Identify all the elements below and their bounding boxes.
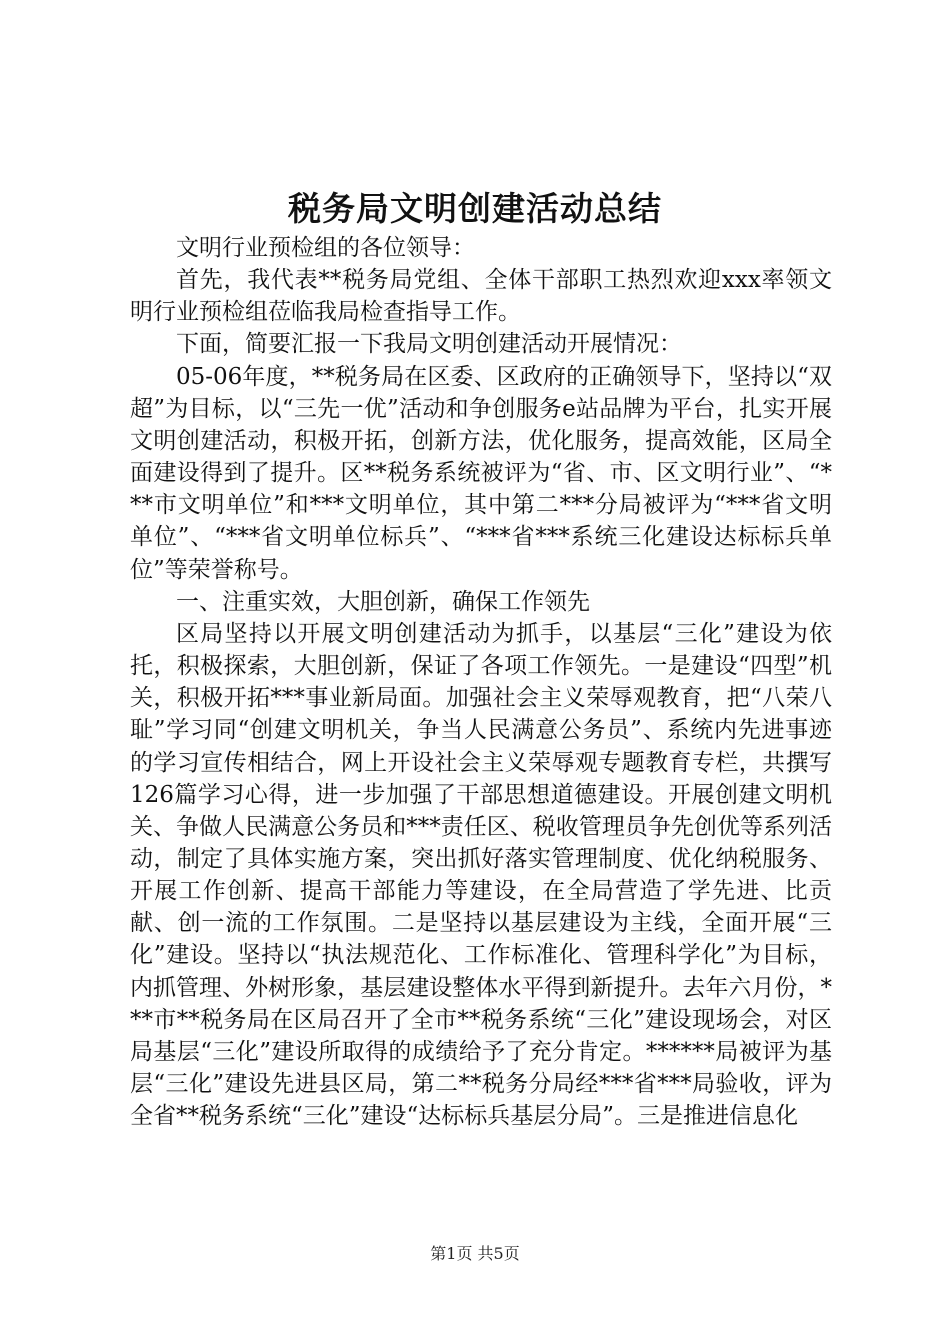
- document-title: 税务局文明创建活动总结: [288, 189, 662, 228]
- section-body-paragraph: 区局坚持以开展文明创建活动为抓手，以基层“三化”建设为依托，积极探索，大胆创新，保证了各项工作领先。一是建设“四型”机关，积极开拓***事业新局面。加强社会主义荣辱观教育，把“八荣八耻”学习同“创建文明机关，争当人民满意公务员”、系统内先进事迹的学习宣传相结合，网上开设社会主义荣辱观专题教育专栏，共撰写126篇学习心得，进一步加强了干部思想道德建设。开展创建文明机关、争做人民满意公务员和***责任区、税收管理员争先创优等系列活动，制定了具体实施方案，突出抓好落实管理制度、优化纳税服务、开展工作创新、提高干部能力等建设，在全局营造了学先进、比贡献、创一流的工作氛围。二是坚持以基层建设为主线，全面开展“三化”建设。坚持以“执法规范化、工作标准化、管理科学化”为目标，内抓管理、外树形象，基层建设整体水平得到新提升。去年六月份，***市**税务局在区局召开了全市**税务系统“三化”建设现场会，对区局基层“三化”建设所取得的成绩给予了充分肯定。******局被评为基层“三化”建设先进县区局，第二**税务分局经***省***局验收，评为全省**税务系统“三化”建设“达标标兵基层分局”。三是推进信息化: [130, 620, 832, 1130]
- overview-paragraph: 05-06年度，**税务局在区委、区政府的正确领导下，坚持以“双超”为目标，以“三先一优”活动和争创服务e站品牌为平台，扎实开展文明创建活动，积极开拓，创新方法，优化服务，提高效能，区局全面建设得到了提升。区**税务系统被评为“省、市、区文明行业”、“***市文明单位”和***文明单位，其中第二***分局被评为“***省文明单位”、“***省文明单位标兵”、“***省***系统三化建设达标标兵单位”等荣誉称号。: [130, 363, 832, 583]
- greeting-paragraph: 文明行业预检组的各位领导：: [176, 235, 475, 261]
- intro-paragraph: 下面，简要汇报一下我局文明创建活动开展情况：: [176, 331, 682, 358]
- document-body: [130, 232, 832, 1132]
- section-heading: 一、注重实效，大胆创新，确保工作领先: [176, 588, 590, 615]
- welcome-paragraph: 首先，我代表**税务局党组、全体干部职工热烈欢迎xxx率领文明行业预检组莅临我局检查指导工作。: [130, 267, 832, 326]
- page-number-footer: 第1页 共5页: [430, 1244, 520, 1263]
